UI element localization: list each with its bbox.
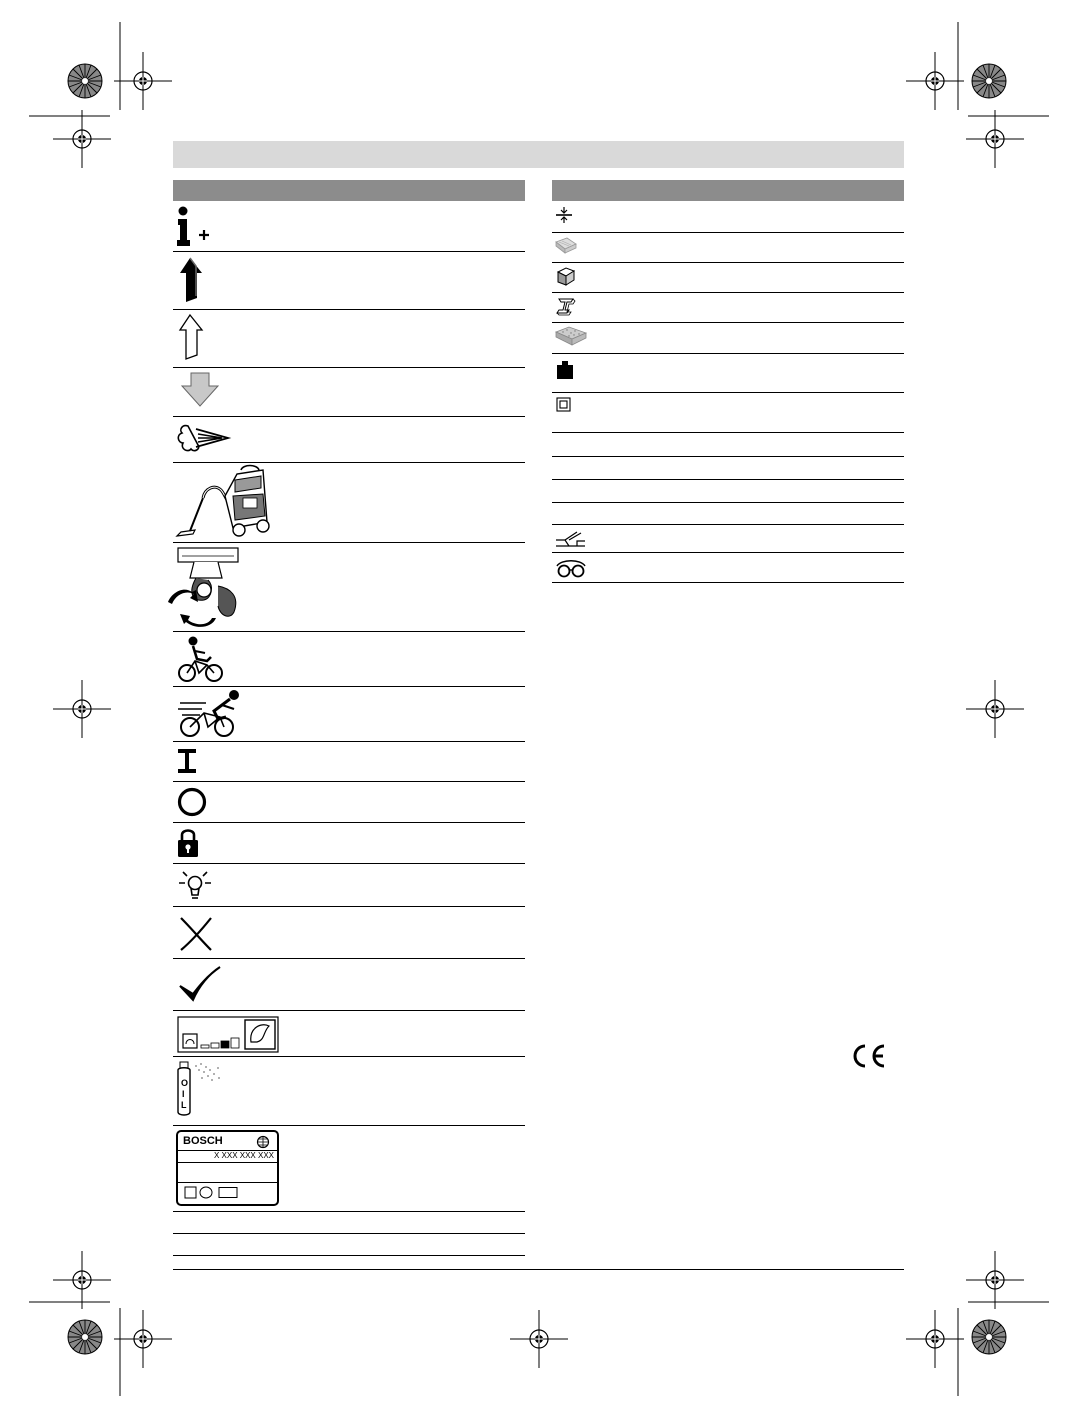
- eye-protection-icon: [555, 557, 587, 579]
- arrow-up-outline-icon: [178, 313, 208, 361]
- page-header-bar: [173, 141, 904, 168]
- cutting-angle-icon: [555, 529, 587, 549]
- svg-text:I: I: [182, 1089, 185, 1099]
- oil-spray-icon: [174, 1060, 226, 1118]
- row-divider: [173, 416, 525, 417]
- check-icon: [177, 964, 223, 1006]
- row-divider: [552, 552, 904, 553]
- row-divider: [173, 686, 525, 687]
- row-divider: [173, 1125, 525, 1126]
- ce-mark: [853, 1043, 887, 1069]
- material-metal-icon: [556, 266, 576, 286]
- row-divider: [173, 1010, 525, 1011]
- power-off-icon: [177, 787, 209, 819]
- row-divider: [173, 1056, 525, 1057]
- row-divider: [173, 462, 525, 463]
- row-divider: [552, 292, 904, 293]
- row-divider: [173, 1211, 525, 1212]
- speed-scale-icon: [177, 1016, 280, 1054]
- material-plasterboard-icon: [555, 326, 587, 348]
- arrow-up-filled-icon: [178, 256, 208, 304]
- page-footer-rule: [173, 1269, 904, 1270]
- cut-depth-icon: [555, 206, 573, 224]
- row-divider: [552, 232, 904, 233]
- row-divider: [552, 262, 904, 263]
- nameplate-brand: BOSCH: [183, 1135, 223, 1147]
- left-column-header: [173, 180, 525, 201]
- row-divider: [552, 479, 904, 480]
- weight-icon: [556, 360, 574, 380]
- bicycle-rider-icon: [177, 635, 225, 683]
- right-column-header: [552, 180, 904, 201]
- row-divider: [552, 353, 904, 354]
- nameplate-symbols: [184, 1186, 244, 1200]
- row-divider: [173, 781, 525, 782]
- row-divider: [552, 582, 904, 583]
- row-divider: [173, 863, 525, 864]
- row-divider: [173, 542, 525, 543]
- material-steel-profile-icon: [556, 296, 576, 316]
- svg-text:O: O: [181, 1078, 189, 1088]
- nameplate-part-number: X XXX XXX XXX: [213, 1151, 274, 1160]
- row-divider: [552, 502, 904, 503]
- row-divider: [173, 367, 525, 368]
- tool-rotation-icon: [168, 546, 248, 628]
- nameplate-line: [178, 1162, 277, 1163]
- row-divider: [173, 309, 525, 310]
- row-divider: [552, 432, 904, 433]
- material-wood-icon: [555, 236, 577, 256]
- info-plus-icon: [176, 206, 216, 248]
- row-divider: [552, 322, 904, 323]
- blowing-air-icon: [176, 421, 231, 457]
- power-on-icon: [176, 747, 200, 775]
- row-divider: [173, 631, 525, 632]
- row-divider: [173, 251, 525, 252]
- row-divider: [173, 958, 525, 959]
- nameplate-icon: [176, 1130, 279, 1206]
- row-divider: [173, 1233, 525, 1234]
- row-divider: [552, 392, 904, 393]
- row-divider: [552, 456, 904, 457]
- svg-text:L: L: [181, 1100, 187, 1110]
- ce-mark-svg: [853, 1043, 887, 1069]
- cross-icon: [177, 914, 217, 954]
- nameplate-line: [178, 1182, 277, 1183]
- row-divider: [173, 906, 525, 907]
- protection-class-icon: [556, 397, 572, 413]
- vacuum-cleaner-icon: [175, 466, 275, 540]
- globe-icon: [256, 1135, 270, 1149]
- light-bulb-icon: [175, 868, 217, 904]
- arrow-down-icon: [180, 372, 220, 408]
- row-divider: [173, 1255, 525, 1256]
- row-divider: [552, 524, 904, 525]
- row-divider: [173, 822, 525, 823]
- lock-icon: [177, 827, 199, 859]
- fast-bicycle-rider-icon: [176, 689, 246, 739]
- row-divider: [173, 741, 525, 742]
